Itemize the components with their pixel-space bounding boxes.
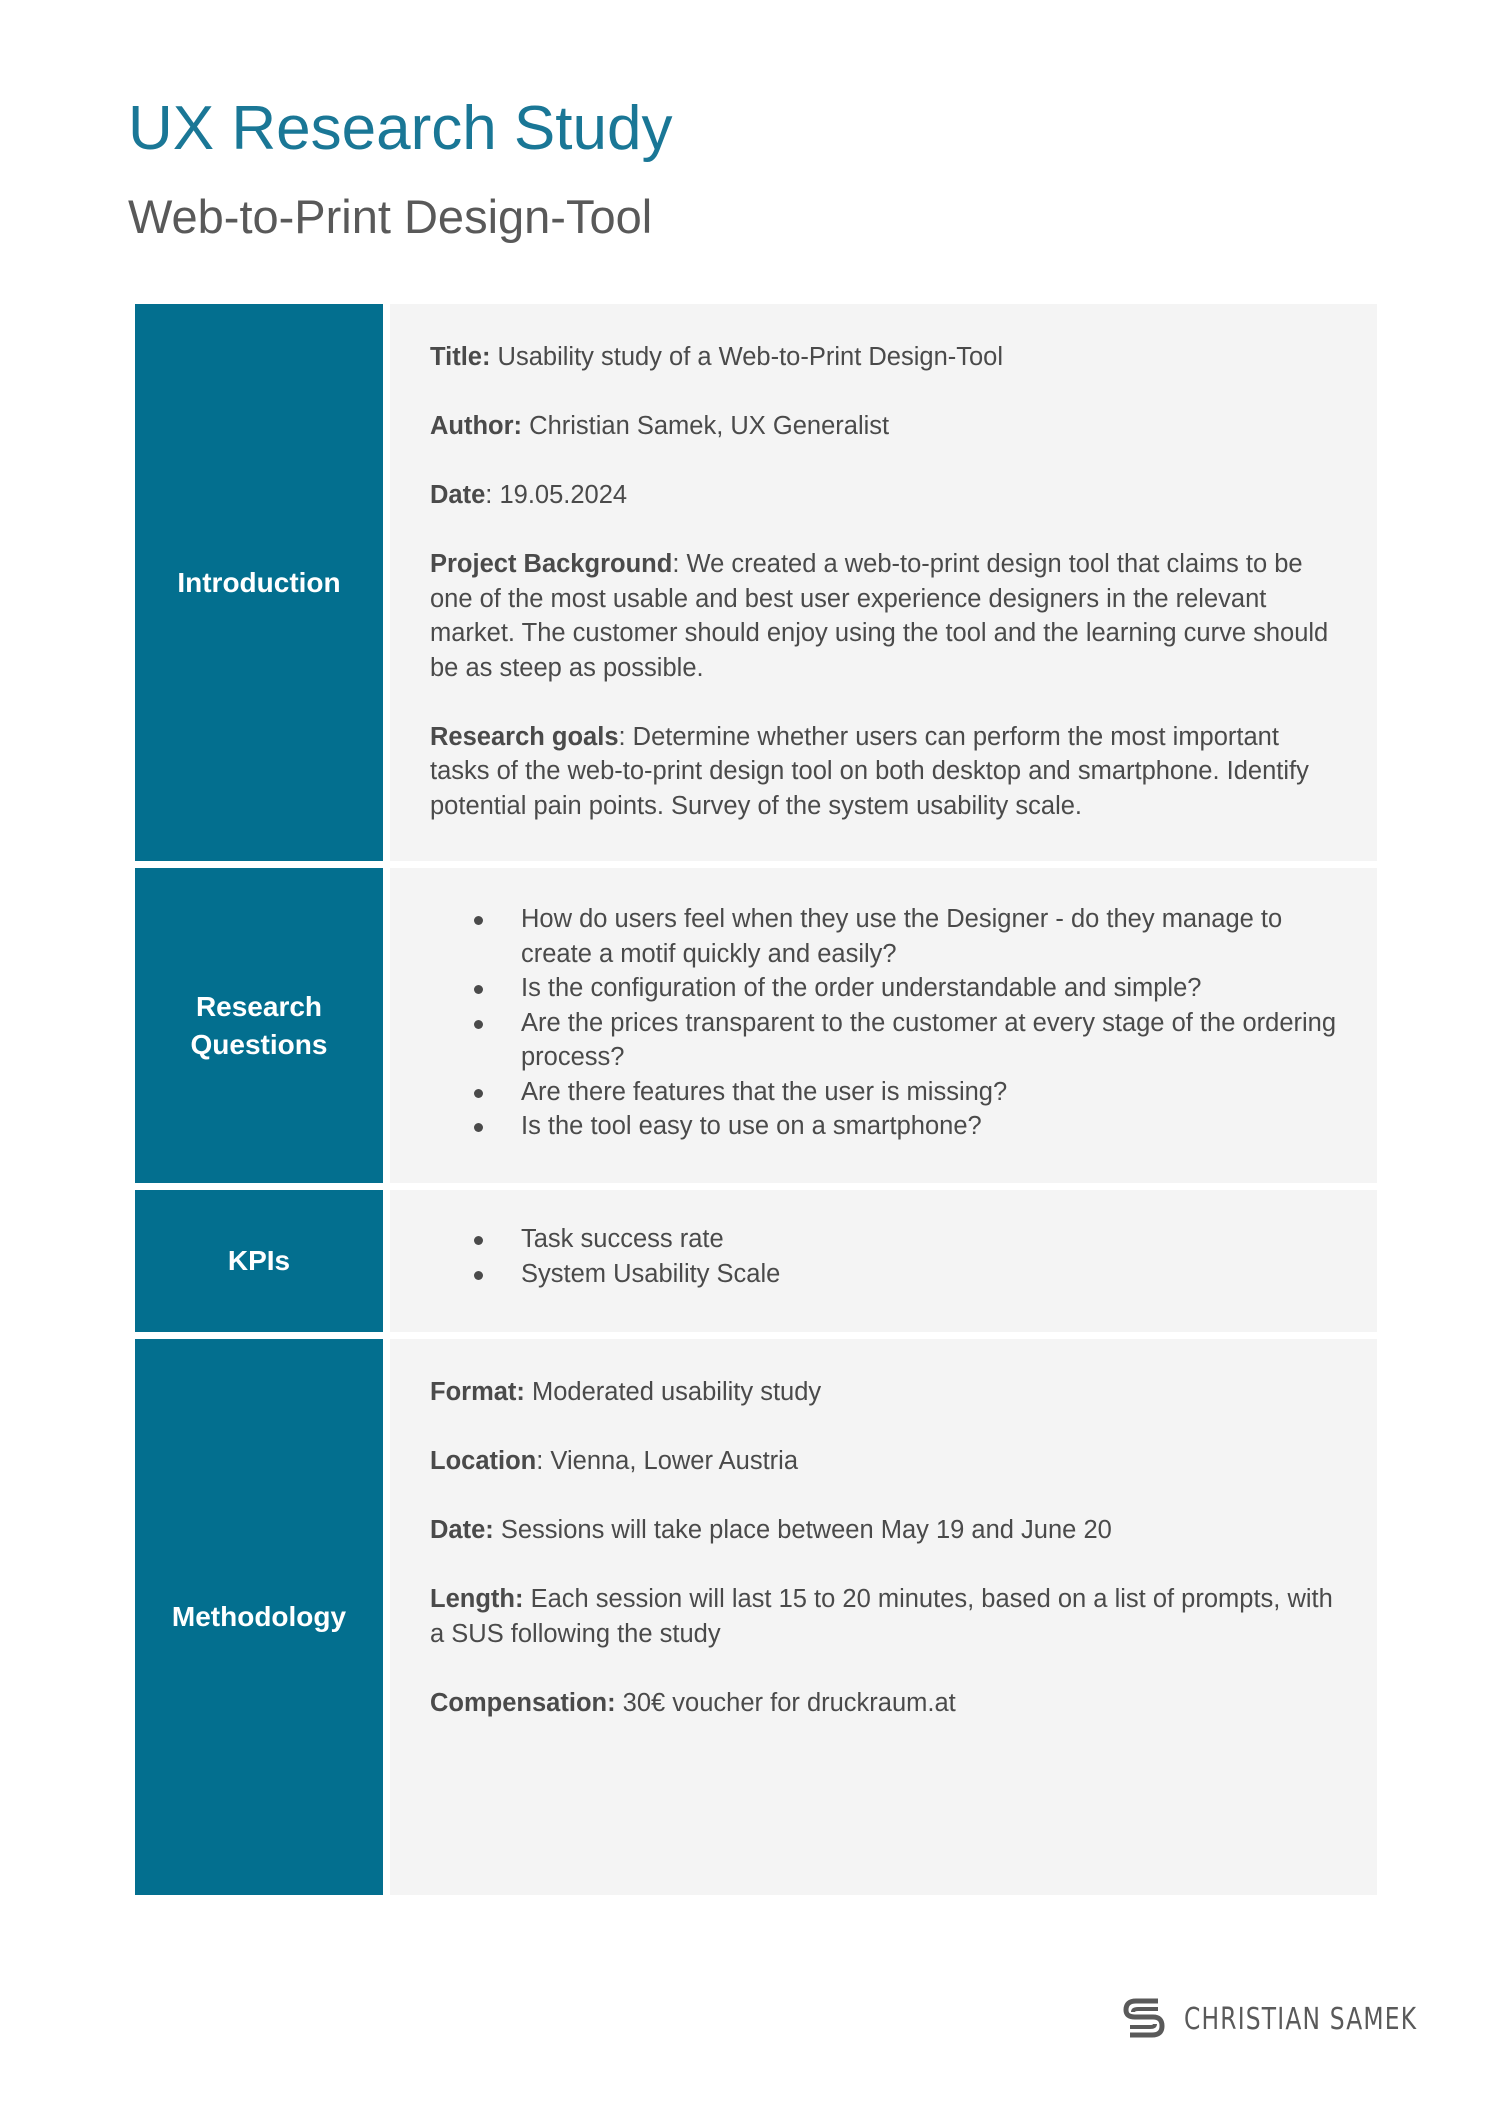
page-title: UX Research Study bbox=[128, 94, 673, 163]
methodology-content bbox=[390, 1339, 1377, 1895]
page-subtitle: Web-to-Print Design-Tool bbox=[128, 190, 653, 243]
session-date-field bbox=[430, 1513, 1341, 1548]
project-background-field bbox=[430, 547, 1341, 685]
introduction-row bbox=[135, 304, 1377, 861]
methodology-row bbox=[135, 1339, 1377, 1895]
research-goals-field bbox=[430, 720, 1341, 824]
project-background-value: : We created a web-to-print design tool that claims to be one of the most usable and best user experience designers in the relevant market. The customer should enjoy using the tool and the learning curve should be as steep as possible. bbox=[430, 550, 1329, 682]
title-field bbox=[430, 340, 1341, 375]
list-item: Are there features that the user is missing? bbox=[521, 1075, 1341, 1110]
kpis-label: KPIs bbox=[135, 1190, 383, 1332]
format-field bbox=[430, 1375, 1341, 1410]
location-field-value: : Vienna, Lower Austria bbox=[536, 1447, 799, 1475]
list-item: Is the tool easy to use on a smartphone? bbox=[521, 1109, 1341, 1144]
date-field bbox=[430, 478, 1341, 513]
compensation-field-label: Compensation: bbox=[430, 1688, 616, 1717]
research-questions-label bbox=[135, 868, 383, 1183]
title-field-label: Title: bbox=[430, 343, 491, 371]
list-item: Are the prices transparent to the customer at every stage of the ordering process? bbox=[521, 1006, 1341, 1075]
format-field-label: Format: bbox=[430, 1378, 525, 1406]
research-goals-value: : Determine whether users can perform the most important tasks of the web-to-print design tool on both desktop and smartphone. Identify potential pain points. Survey of the system usability scale. bbox=[430, 722, 1309, 820]
format-field-value: Moderated usability study bbox=[524, 1378, 822, 1406]
session-date-label: Date: bbox=[430, 1516, 494, 1544]
author-field-label: Author: bbox=[430, 412, 523, 440]
research-goals-label: Research goals bbox=[430, 722, 619, 751]
author-field bbox=[430, 409, 1341, 444]
research-questions-label-line2: Questions bbox=[190, 1028, 328, 1060]
methodology-label: Methodology bbox=[135, 1339, 383, 1895]
length-field-value: Each session will last 15 to 20 minutes, based on a list of prompts, with a SUS following the study bbox=[430, 1585, 1333, 1648]
date-field-label: Date bbox=[430, 481, 486, 509]
list-item: How do users feel when they use the Designer - do they manage to create a motif quickly and easily? bbox=[521, 902, 1341, 971]
list-item: Task success rate bbox=[521, 1222, 1341, 1257]
length-field-label: Length: bbox=[430, 1585, 524, 1613]
introduction-label: Introduction bbox=[135, 304, 383, 861]
compensation-field-value: 30€ voucher for druckraum.at bbox=[615, 1688, 956, 1717]
location-field-label: Location bbox=[430, 1447, 537, 1475]
kpis-list bbox=[430, 1222, 1341, 1291]
research-questions-list bbox=[430, 902, 1341, 1144]
location-field bbox=[430, 1444, 1341, 1479]
compensation-field bbox=[430, 1686, 1341, 1721]
list-item: Is the configuration of the order understandable and simple? bbox=[521, 971, 1341, 1006]
session-date-value: Sessions will take place between May 19 and June 20 bbox=[493, 1516, 1112, 1544]
project-background-label: Project Background bbox=[430, 550, 673, 578]
length-field bbox=[430, 1582, 1341, 1651]
brand-logo bbox=[1118, 1993, 1483, 2045]
title-field-value: Usability study of a Web-to-Print Design-Tool bbox=[490, 343, 1004, 371]
date-field-value: : 19.05.2024 bbox=[485, 481, 628, 509]
logo-text: CHRISTIAN SAMEK bbox=[1184, 2001, 1418, 2037]
research-questions-label-line1: Research bbox=[195, 990, 323, 1022]
study-table bbox=[135, 304, 1377, 1895]
kpis-row bbox=[135, 1190, 1377, 1332]
research-questions-content bbox=[390, 868, 1377, 1183]
research-questions-row bbox=[135, 868, 1377, 1183]
author-field-value: Christian Samek, UX Generalist bbox=[522, 412, 890, 440]
list-item: System Usability Scale bbox=[521, 1257, 1341, 1292]
introduction-content bbox=[390, 304, 1377, 861]
kpis-content bbox=[390, 1190, 1377, 1332]
cs-logo-mark-icon bbox=[1118, 1993, 1170, 2045]
